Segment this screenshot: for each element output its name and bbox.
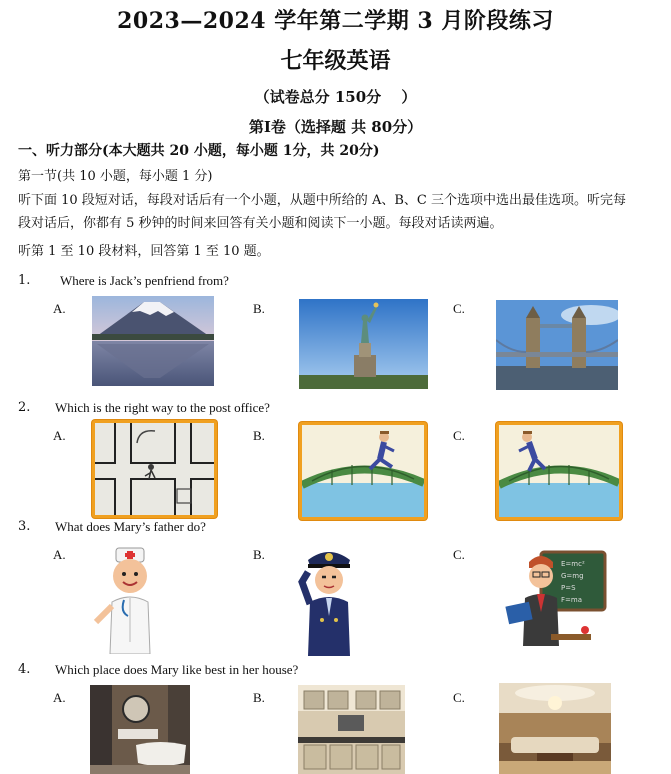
section-title: 一、听力部分(本大题共 20 小题，每小题 1分，共 20分) [18, 143, 380, 159]
living-room-photo[interactable] [499, 683, 611, 774]
exam-title: 2023—2024 学年第二学期 3 月阶段练习 [117, 8, 554, 34]
option-label: A. [53, 690, 66, 705]
option-label: C. [453, 547, 465, 562]
exam-subject: 七年级英语 [280, 48, 391, 74]
question-number: 2. [18, 400, 31, 415]
board-formula: G=mg [561, 572, 584, 580]
question-number: 1. [18, 273, 31, 288]
question-text: Where is Jack’s penfriend from? [60, 273, 229, 288]
man-walking-bridge-drawing[interactable] [496, 422, 622, 520]
board-formula: P=S [561, 584, 576, 592]
question-number: 3. [18, 519, 31, 534]
option-label: A. [53, 547, 66, 562]
option-label: B. [253, 428, 265, 443]
option-label: B. [253, 547, 265, 562]
instruction-line-3: 听第 1 至 10 段材料，回答第 1 至 10 题。 [18, 244, 270, 259]
option-label: B. [253, 301, 265, 316]
question-text: What does Mary’s father do? [55, 519, 206, 534]
crossroads-map-drawing[interactable] [92, 420, 217, 518]
mount-fuji-photo[interactable] [92, 296, 214, 386]
question-text: Which is the right way to the post office? [55, 400, 270, 415]
total-score: （试卷总分 150分 ） [254, 88, 417, 106]
man-crossing-bridge-drawing[interactable] [299, 422, 427, 520]
police-officer-cartoon[interactable] [296, 542, 362, 656]
subsection-title: 第一节(共 10 小题，每小题 1 分) [18, 169, 213, 184]
option-label: A. [53, 301, 66, 316]
doctor-cartoon[interactable] [90, 542, 170, 654]
instruction-line-2: 段对话后，你都有 5 秒钟的时间来回答有关小题和阅读下一小题。每段对话读两遍。 [18, 216, 503, 231]
question-number: 4. [18, 662, 31, 677]
instruction-line-1: 听下面 10 段短对话，每段对话后有一个小题，从题中所给的 A、B、C 三个选项中选出最佳选项。听完每 [18, 193, 626, 208]
bathroom-photo[interactable] [90, 685, 190, 774]
tower-bridge-photo[interactable] [496, 300, 618, 390]
teacher-cartoon[interactable] [497, 542, 611, 656]
board-formula: E=mc² [561, 560, 585, 568]
part-heading: 第Ⅰ卷（选择题 共 80分） [248, 118, 423, 136]
option-label: C. [453, 301, 465, 316]
option-label: B. [253, 690, 265, 705]
board-formula: F=ma [561, 596, 582, 604]
option-label: C. [453, 428, 465, 443]
question-text: Which place does Mary like best in her house? [55, 662, 299, 677]
statue-of-liberty-photo[interactable] [299, 299, 428, 389]
kitchen-photo[interactable] [298, 685, 405, 774]
option-label: A. [53, 428, 66, 443]
option-label: C. [453, 690, 465, 705]
